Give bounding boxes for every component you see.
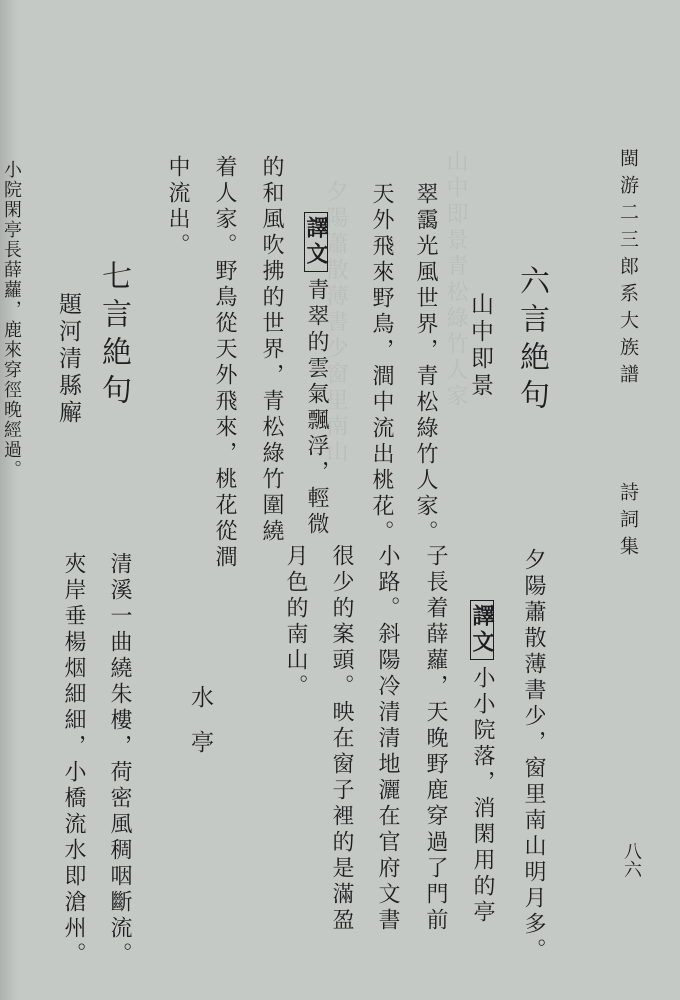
translation-tag: 譯文 (470, 600, 494, 660)
poem-line: 天外飛來野鳥，澗中流出桃花。 (369, 182, 394, 546)
poem-line: 清溪一曲繞朱樓，荷密風稠咽斷流。 (107, 552, 132, 968)
header-title: 閩游二三郎系大族譜 (617, 148, 639, 391)
bleed-through-text: 夕陽蕭散薄書少窗里南山 (323, 180, 348, 466)
translation-text: 小小院落，消閑用的亭 (470, 666, 495, 926)
translation-text: 子長着薛蘿，天晚野鹿穿過了門前 (423, 544, 448, 934)
page-number: 八六 (621, 842, 642, 878)
translation-text: 很少的案頭。映在窗子裡的是滿盈 (329, 544, 354, 934)
poem-line: 翠靄光風世界，青松綠竹人家。 (413, 182, 438, 546)
translation-text: 青翠的雲氣飄浮，輕微 (304, 278, 329, 538)
page-gutter (0, 0, 22, 1000)
poem-genre-heading: 六言絶句 (514, 265, 549, 417)
translation-text: 小路。斜陽冷清清地灑在官府文書 (375, 544, 400, 934)
translation-text: 月色的南山。 (283, 544, 308, 700)
poem-genre-heading: 七言絶句 (96, 260, 131, 412)
poem-line: 夾岸垂楊烟細細，小橋流水即滄州。 (61, 552, 86, 968)
bleed-through-text: 山中即景青松綠竹人家 (443, 150, 468, 410)
poem-title: 水亭 (187, 685, 213, 775)
poem-title: 題河清縣廨 (55, 292, 81, 427)
translation-text: 的和風吹拂的世界，青松綠竹圍繞 (259, 155, 284, 545)
translation-block (304, 212, 328, 538)
header-section: 詩詞集 (617, 482, 639, 563)
translation-tag: 譯文 (304, 212, 328, 272)
poem-title: 山中即景 (467, 292, 493, 400)
translation-block (470, 600, 494, 926)
poem-line: 夕陽蕭散薄書少，窗里南山明月多。 (521, 548, 546, 964)
translation-text: 着人家。野鳥從天外飛來，桃花從澗 (212, 155, 237, 571)
translation-text: 中流出。 (165, 155, 190, 259)
side-poem-line: 小院閑亭長薛蘿，鹿來穿徑晚經過。 (1, 160, 22, 480)
